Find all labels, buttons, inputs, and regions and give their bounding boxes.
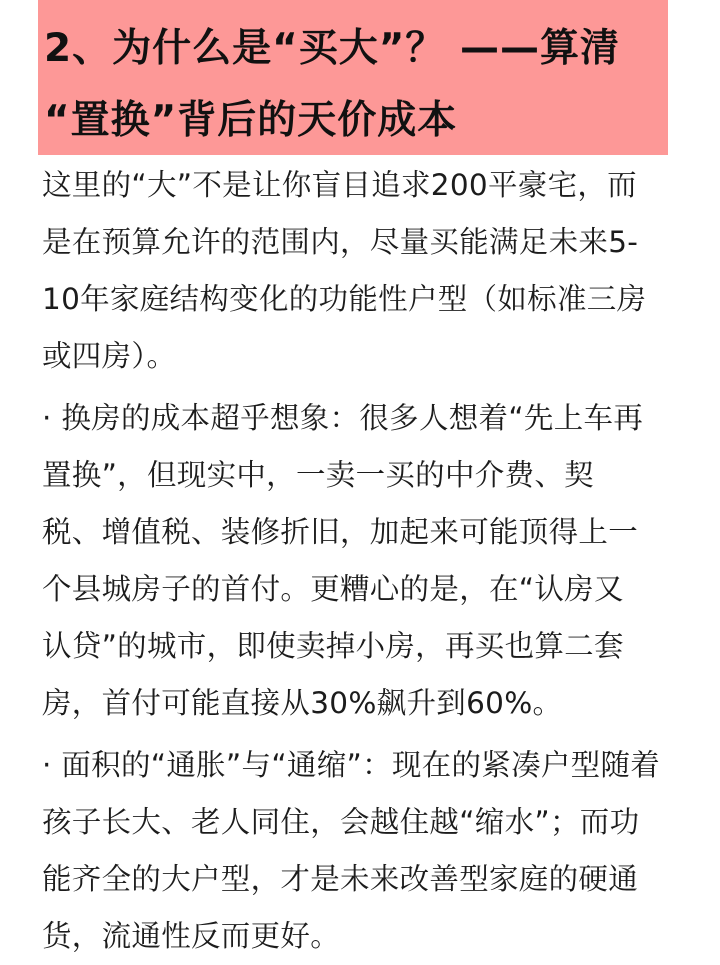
text-line: 房，首付可能直接从30%飙升到60%。	[42, 686, 563, 720]
text-line: 孩子长大、老人同住，会越住越“缩水”；而功	[42, 805, 640, 839]
text-line: 个县城房子的首付。更糟心的是，在“认房又	[42, 572, 624, 606]
heading-line-2: “置换”背后的天价成本	[44, 98, 458, 143]
text-line: 能齐全的大户型，才是未来改善型家庭的硬通	[42, 862, 639, 896]
text-line: 置换”，但现实中，一卖一买的中介费、契	[42, 458, 594, 492]
text-line: 是在预算允许的范围内，尽量买能满足未来5-	[42, 225, 639, 259]
text-line: · 换房的成本超乎想象：很多人想着“先上车再	[42, 401, 644, 435]
heading-line-1: 2、为什么是“买大”？ ——算清	[44, 26, 620, 71]
text-line: · 面积的“通胀”与“通缩”：现在的紧凑户型随着	[42, 748, 661, 782]
text-line: 税、增值税、装修折旧，加起来可能顶得上一	[42, 515, 639, 549]
text-line: 这里的“大”不是让你盲目追求200平豪宅，而	[42, 168, 637, 202]
text-line: 认贷”的城市，即使卖掉小房，再买也算二套	[42, 629, 624, 663]
text-line: 货，流通性反而更好。	[42, 919, 341, 953]
text-line: 或四房）。	[42, 339, 177, 373]
text-line: 10年家庭结构变化的功能性户型（如标准三房	[42, 282, 647, 316]
